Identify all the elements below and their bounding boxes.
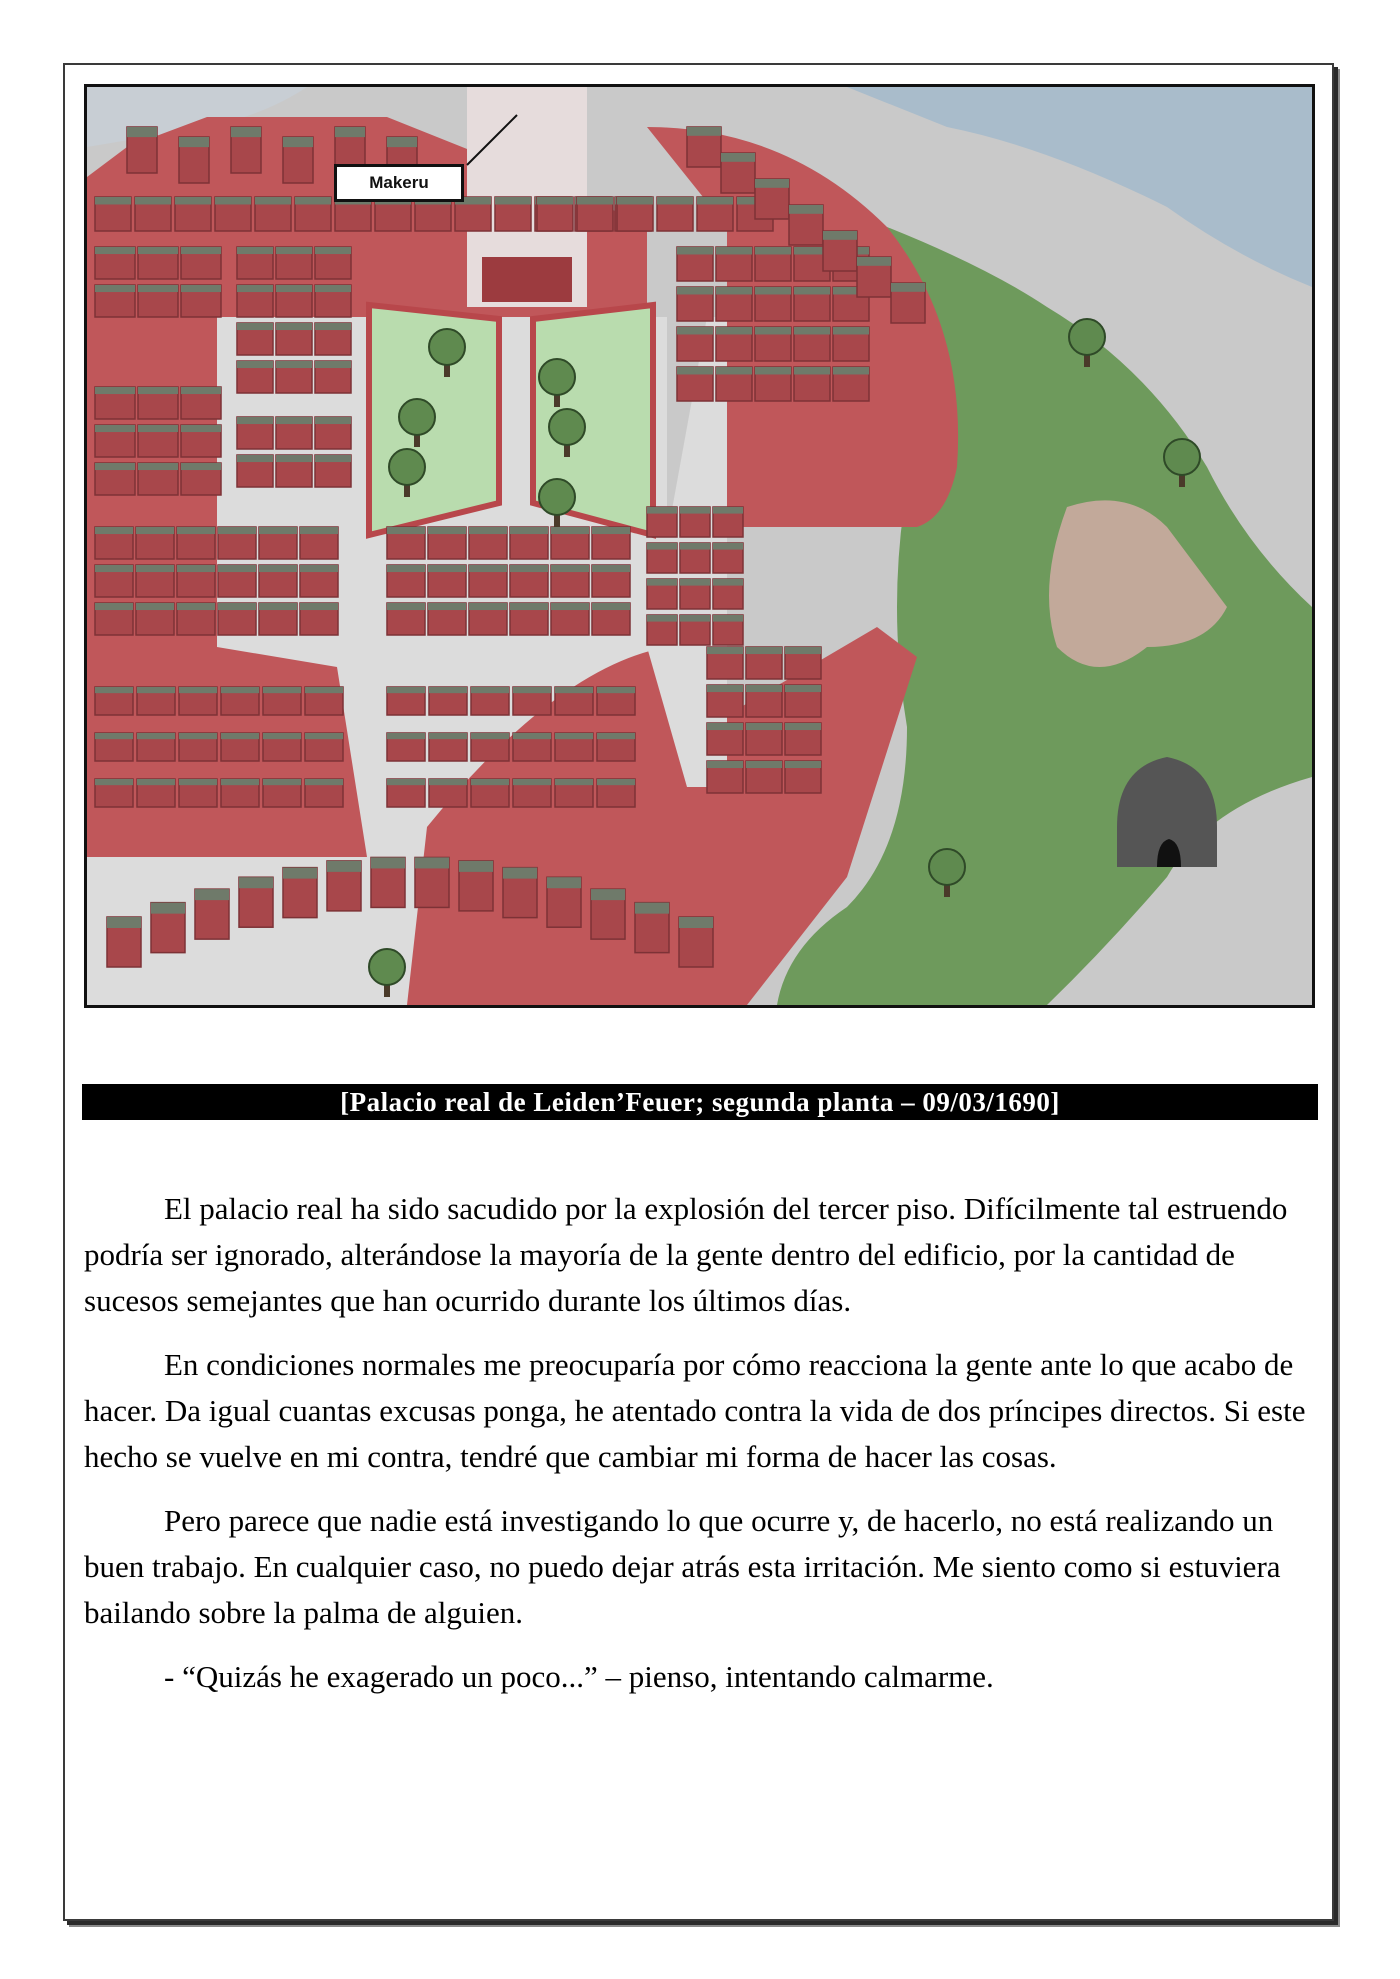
map-building	[221, 687, 259, 715]
map-building	[707, 685, 743, 717]
map-building	[555, 779, 593, 807]
map-building	[510, 527, 548, 559]
map-building	[755, 287, 791, 321]
map-building	[276, 361, 312, 393]
map-building	[181, 387, 221, 419]
map-building	[315, 361, 351, 393]
map-building	[138, 247, 178, 279]
map-building	[680, 579, 710, 609]
map-building	[136, 565, 174, 597]
map-building	[371, 857, 405, 907]
map-building	[647, 579, 677, 609]
map-building	[387, 603, 425, 635]
map-building	[387, 733, 425, 761]
map-building	[680, 615, 710, 645]
map-building	[95, 247, 135, 279]
map-building	[833, 327, 869, 361]
map-building	[428, 527, 466, 559]
map-building	[555, 687, 593, 715]
map-building	[471, 687, 509, 715]
map-building	[375, 197, 411, 231]
map-building	[295, 197, 331, 231]
map-building	[716, 327, 752, 361]
map-building	[785, 761, 821, 793]
map-building	[429, 687, 467, 715]
map-building	[276, 323, 312, 355]
map-building	[495, 197, 531, 231]
map-building	[138, 285, 178, 317]
map-building	[95, 779, 133, 807]
map-building	[415, 857, 449, 907]
map-building	[597, 687, 635, 715]
paragraph-2: En condiciones normales me preocuparía por cómo reacciona la gente ante lo que acabo de hacer. Da igual cuantas excusas ponga, he atentado contra la vida de dos príncipes directos. Si este hecho se vuelve en mi contra, tendré que cambiar mi forma de hacer las cosas.	[84, 1347, 1306, 1474]
map-building	[95, 687, 133, 715]
map-building	[107, 917, 141, 967]
map-building	[513, 687, 551, 715]
map-throne-stairs	[482, 257, 572, 302]
map-building	[592, 527, 630, 559]
map-building	[823, 231, 857, 271]
map-caption: [Palacio real de Leiden’Feuer; segunda planta – 09/03/1690]	[82, 1084, 1318, 1120]
map-building	[151, 903, 185, 953]
map-building	[221, 733, 259, 761]
map-building	[677, 287, 713, 321]
map-building	[181, 425, 221, 457]
map-building	[283, 137, 313, 183]
map-building	[335, 197, 371, 231]
map-building	[218, 603, 256, 635]
map-building	[276, 285, 312, 317]
map-building	[794, 327, 830, 361]
map-building	[746, 761, 782, 793]
map-building	[218, 565, 256, 597]
map-building	[547, 877, 581, 927]
map-building	[95, 197, 131, 231]
map-building	[537, 197, 573, 231]
map-building	[218, 527, 256, 559]
map-building	[794, 287, 830, 321]
map-building	[237, 361, 273, 393]
map-building	[95, 565, 133, 597]
map-building	[175, 197, 211, 231]
map-building	[276, 417, 312, 449]
map-building	[315, 247, 351, 279]
map-building	[716, 247, 752, 281]
map-building	[785, 685, 821, 717]
map-building	[137, 687, 175, 715]
story-text	[84, 1186, 1316, 1718]
map-building	[755, 247, 791, 281]
map-building	[647, 543, 677, 573]
map-building	[95, 463, 135, 495]
map-building	[785, 647, 821, 679]
map-building	[551, 565, 589, 597]
map-building	[263, 779, 301, 807]
map-building	[276, 455, 312, 487]
map-building	[513, 733, 551, 761]
map-building	[138, 387, 178, 419]
map-building	[136, 527, 174, 559]
map-building	[597, 733, 635, 761]
map-building	[591, 889, 625, 939]
map-building	[510, 565, 548, 597]
map-building	[469, 527, 507, 559]
map-building	[679, 917, 713, 967]
map-building	[315, 417, 351, 449]
map-building	[647, 507, 677, 537]
map-building	[707, 723, 743, 755]
map-building	[127, 127, 157, 173]
map-building	[283, 868, 317, 918]
map-building	[95, 387, 135, 419]
map-building	[755, 367, 791, 401]
map-building	[181, 247, 221, 279]
map-building	[387, 687, 425, 715]
map-building	[713, 543, 743, 573]
map-building	[215, 197, 251, 231]
map-building	[136, 603, 174, 635]
map-building	[687, 127, 721, 167]
map-building	[713, 615, 743, 645]
map-building	[95, 527, 133, 559]
paragraph-1: El palacio real ha sido sacudido por la explosión del tercer piso. Difícilmente tal estruendo podría ser ignorado, alterándose la mayoría de la gente dentro del edificio, por la cantidad de sucesos semejantes que han ocurrido durante los últimos días.	[84, 1191, 1288, 1318]
map-building	[276, 247, 312, 279]
map-building	[428, 603, 466, 635]
map-building	[315, 455, 351, 487]
map-building	[428, 565, 466, 597]
map-building	[617, 197, 653, 231]
map-building	[305, 779, 343, 807]
map-building	[677, 327, 713, 361]
map-building	[680, 543, 710, 573]
map-building	[179, 687, 217, 715]
paragraph-4: - “Quizás he exagerado un poco...” – pienso, intentando calmarme.	[164, 1659, 994, 1694]
map-building	[647, 615, 677, 645]
paragraph-3: Pero parece que nadie está investigando lo que ocurre y, de hacerlo, no está realizando un buen trabajo. En cualquier caso, no puedo dejar atrás esta irritación. Me siento como si estuviera bailando sobre la palma de alguien.	[84, 1503, 1281, 1630]
map-building	[459, 861, 493, 911]
map-building	[179, 137, 209, 183]
map-building	[785, 723, 821, 755]
map-building	[177, 603, 215, 635]
map-building	[857, 257, 891, 297]
map-building	[137, 779, 175, 807]
map-building	[746, 723, 782, 755]
map-building	[471, 779, 509, 807]
map-building	[137, 733, 175, 761]
map-building	[716, 367, 752, 401]
map-building	[551, 527, 589, 559]
map-building	[237, 285, 273, 317]
map-building	[592, 565, 630, 597]
map-building	[746, 685, 782, 717]
map-building	[713, 507, 743, 537]
map-building	[555, 733, 593, 761]
map-building	[181, 463, 221, 495]
map-building	[429, 779, 467, 807]
map-building	[259, 527, 297, 559]
map-building	[237, 247, 273, 279]
map-building	[300, 603, 338, 635]
map-building	[263, 687, 301, 715]
map-building	[680, 507, 710, 537]
map-building	[237, 323, 273, 355]
map-building	[237, 417, 273, 449]
map-building	[746, 647, 782, 679]
map-building	[716, 287, 752, 321]
map-building	[95, 285, 135, 317]
map-building	[469, 603, 507, 635]
map-building	[707, 647, 743, 679]
map-building	[833, 367, 869, 401]
map-building	[237, 455, 273, 487]
map-building	[95, 733, 133, 761]
map-building	[195, 889, 229, 939]
map-building	[263, 733, 301, 761]
map-building	[300, 527, 338, 559]
map-building	[95, 603, 133, 635]
map-building	[635, 903, 669, 953]
map-building	[387, 779, 425, 807]
map-building	[177, 527, 215, 559]
map-building	[577, 197, 613, 231]
map-building	[387, 565, 425, 597]
map-building	[597, 779, 635, 807]
map-building	[179, 733, 217, 761]
map-building	[510, 603, 548, 635]
map-building	[697, 197, 733, 231]
map-building	[592, 603, 630, 635]
map-building	[327, 861, 361, 911]
map-building	[713, 579, 743, 609]
map-building	[677, 367, 713, 401]
map-building	[135, 197, 171, 231]
map-building	[239, 877, 273, 927]
map-building	[177, 565, 215, 597]
map-building	[677, 247, 713, 281]
map-building	[513, 779, 551, 807]
map-building	[415, 197, 451, 231]
map-building	[455, 197, 491, 231]
map-building	[707, 761, 743, 793]
map-building	[259, 603, 297, 635]
map-building	[794, 367, 830, 401]
map-figure	[84, 84, 1315, 1008]
map-building	[181, 285, 221, 317]
map-building	[300, 565, 338, 597]
map-building	[138, 463, 178, 495]
map-building	[503, 868, 537, 918]
map-building	[657, 197, 693, 231]
map-building	[95, 425, 135, 457]
map-building	[429, 733, 467, 761]
map-building	[755, 327, 791, 361]
map-building	[179, 779, 217, 807]
map-building	[469, 565, 507, 597]
map-building	[471, 733, 509, 761]
map-building	[891, 283, 925, 323]
map-building	[721, 153, 755, 193]
map-building	[315, 285, 351, 317]
map-building	[305, 733, 343, 761]
map-building	[259, 565, 297, 597]
map-building	[231, 127, 261, 173]
map-building	[255, 197, 291, 231]
map-building	[315, 323, 351, 355]
map-label-makeru: Makeru	[334, 164, 464, 202]
map-building	[305, 687, 343, 715]
map-building	[221, 779, 259, 807]
map-building	[138, 425, 178, 457]
map-building	[789, 205, 823, 245]
palace-floor-map	[87, 87, 1312, 1005]
map-building	[387, 527, 425, 559]
map-building	[755, 179, 789, 219]
map-building	[551, 603, 589, 635]
